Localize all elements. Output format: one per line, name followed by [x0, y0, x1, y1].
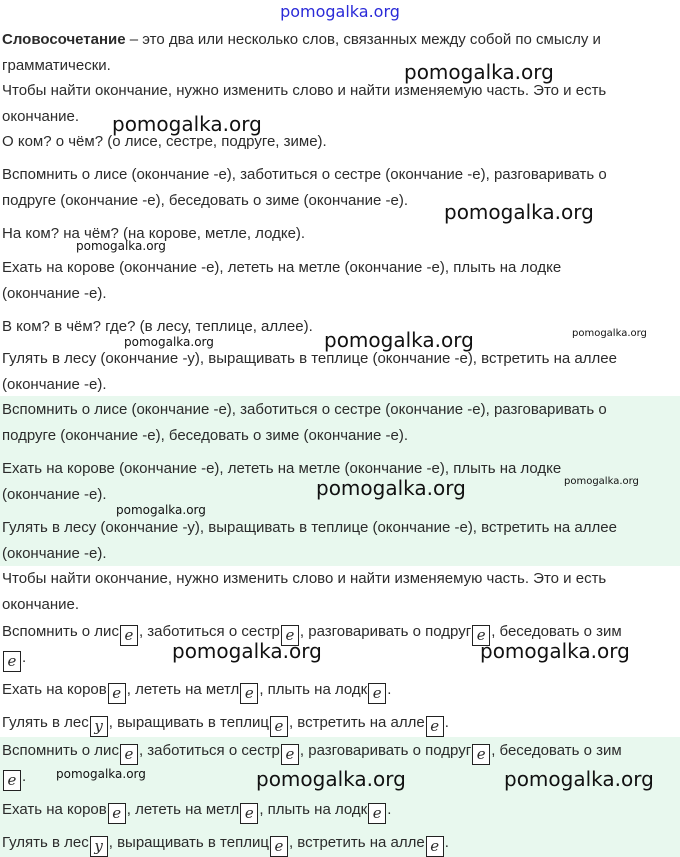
- ending-box: е: [281, 744, 299, 765]
- definition-line-1: Словосочетание – это два или несколько слов, связанных между собой по смыслу и: [2, 31, 601, 48]
- green-endings-row-2: Ехать на коров е , лететь на метл е , плыть на лодк е .: [2, 801, 392, 822]
- site-logo[interactable]: pomogalka.org: [280, 2, 400, 21]
- definition-line-2: грамматически.: [2, 57, 111, 74]
- ending-box: е: [270, 836, 288, 857]
- endings-row-2: Ехать на коров е , лететь на метл е , плыть на лодк е .: [2, 681, 392, 702]
- ending-box: е: [368, 683, 386, 704]
- watermark: pomogalka.org: [56, 767, 146, 781]
- endings-row-1-cont: е .: [2, 648, 26, 672]
- ending-box: е: [270, 716, 288, 737]
- watermark: pomogalka.org: [124, 335, 214, 349]
- sentence-3-line-2: (окончание -е).: [2, 376, 107, 393]
- howto-line-2: окончание.: [2, 108, 80, 125]
- green-sentence-2-line-2: (окончание -е).: [2, 486, 107, 503]
- endings-row-1: Вспомнить о лис е , заботиться о сестр е , разговаривать о подруг е , беседовать о зим: [2, 623, 622, 644]
- endings-row-3: Гулять в лес у , выращивать в теплиц е , встретить на алле е .: [2, 714, 449, 735]
- watermark: pomogalka.org: [76, 239, 166, 253]
- howto-repeat-line-2: окончание.: [2, 596, 80, 613]
- green-sentence-2-line-1: Ехать на корове (окончание -е), лететь на метле (окончание -е), плыть на лодке: [2, 460, 562, 477]
- ending-box: е: [3, 770, 21, 791]
- question-1: О ком? о чём? (о лисе, сестре, подруге, зиме).: [2, 133, 327, 150]
- watermark: pomogalka.org: [444, 200, 594, 224]
- watermark: pomogalka.org: [572, 328, 647, 339]
- howto-line-1: Чтобы найти окончание, нужно изменить слово и найти изменяемую часть. Это и есть: [2, 82, 607, 99]
- ending-box: е: [3, 651, 21, 672]
- howto-repeat-line-1: Чтобы найти окончание, нужно изменить слово и найти изменяемую часть. Это и есть: [2, 570, 607, 587]
- ending-box: е: [240, 683, 258, 704]
- ending-box: е: [120, 744, 138, 765]
- ending-box: е: [472, 625, 490, 646]
- ending-box: е: [426, 716, 444, 737]
- ending-box: е: [368, 803, 386, 824]
- ending-box: е: [108, 803, 126, 824]
- watermark: pomogalka.org: [112, 112, 262, 136]
- watermark: pomogalka.org: [504, 767, 654, 791]
- ending-box: у: [90, 836, 108, 857]
- green-endings-row-1-cont: е .: [2, 767, 26, 791]
- green-sentence-1-line-2: подруге (окончание -е), беседовать о зиме (окончание -е).: [2, 427, 409, 444]
- watermark: pomogalka.org: [172, 639, 322, 663]
- watermark: pomogalka.org: [564, 476, 639, 487]
- green-endings-row-1: Вспомнить о лис е , заботиться о сестр е , разговаривать о подруг е , беседовать о зим: [2, 742, 622, 763]
- sentence-1-line-2: подруге (окончание -е), беседовать о зиме (окончание -е).: [2, 192, 409, 209]
- sentence-3-line-1: Гулять в лесу (окончание -у), выращивать в теплице (окончание -е), встретить на аллее: [2, 350, 617, 367]
- watermark: pomogalka.org: [480, 639, 630, 663]
- ending-box: е: [281, 625, 299, 646]
- watermark: pomogalka.org: [324, 328, 474, 352]
- ending-box: е: [108, 683, 126, 704]
- ending-box: е: [472, 744, 490, 765]
- watermark: pomogalka.org: [116, 503, 206, 517]
- watermark: pomogalka.org: [404, 60, 554, 84]
- ending-box: е: [426, 836, 444, 857]
- sentence-1-line-1: Вспомнить о лисе (окончание -е), заботиться о сестре (окончание -е), разговаривать о: [2, 166, 607, 183]
- ending-box: е: [120, 625, 138, 646]
- watermark: pomogalka.org: [316, 476, 466, 500]
- sentence-2-line-2: (окончание -е).: [2, 285, 107, 302]
- sentence-2-line-1: Ехать на корове (окончание -е), лететь на метле (окончание -е), плыть на лодке: [2, 259, 562, 276]
- question-2: На ком? на чём? (на корове, метле, лодке).: [2, 225, 306, 242]
- ending-box: у: [90, 716, 108, 737]
- green-sentence-3-line-1: Гулять в лесу (окончание -у), выращивать в теплице (окончание -е), встретить на аллее: [2, 519, 617, 536]
- ending-box: е: [240, 803, 258, 824]
- term: Словосочетание: [2, 31, 126, 48]
- watermark: pomogalka.org: [256, 767, 406, 791]
- question-3: В ком? в чём? где? (в лесу, теплице, аллее).: [2, 318, 313, 335]
- green-sentence-3-line-2: (окончание -е).: [2, 545, 107, 562]
- green-sentence-1-line-1: Вспомнить о лисе (окончание -е), заботиться о сестре (окончание -е), разговаривать о: [2, 401, 607, 418]
- green-endings-row-3: Гулять в лес у , выращивать в теплиц е , встретить на алле е .: [2, 834, 449, 855]
